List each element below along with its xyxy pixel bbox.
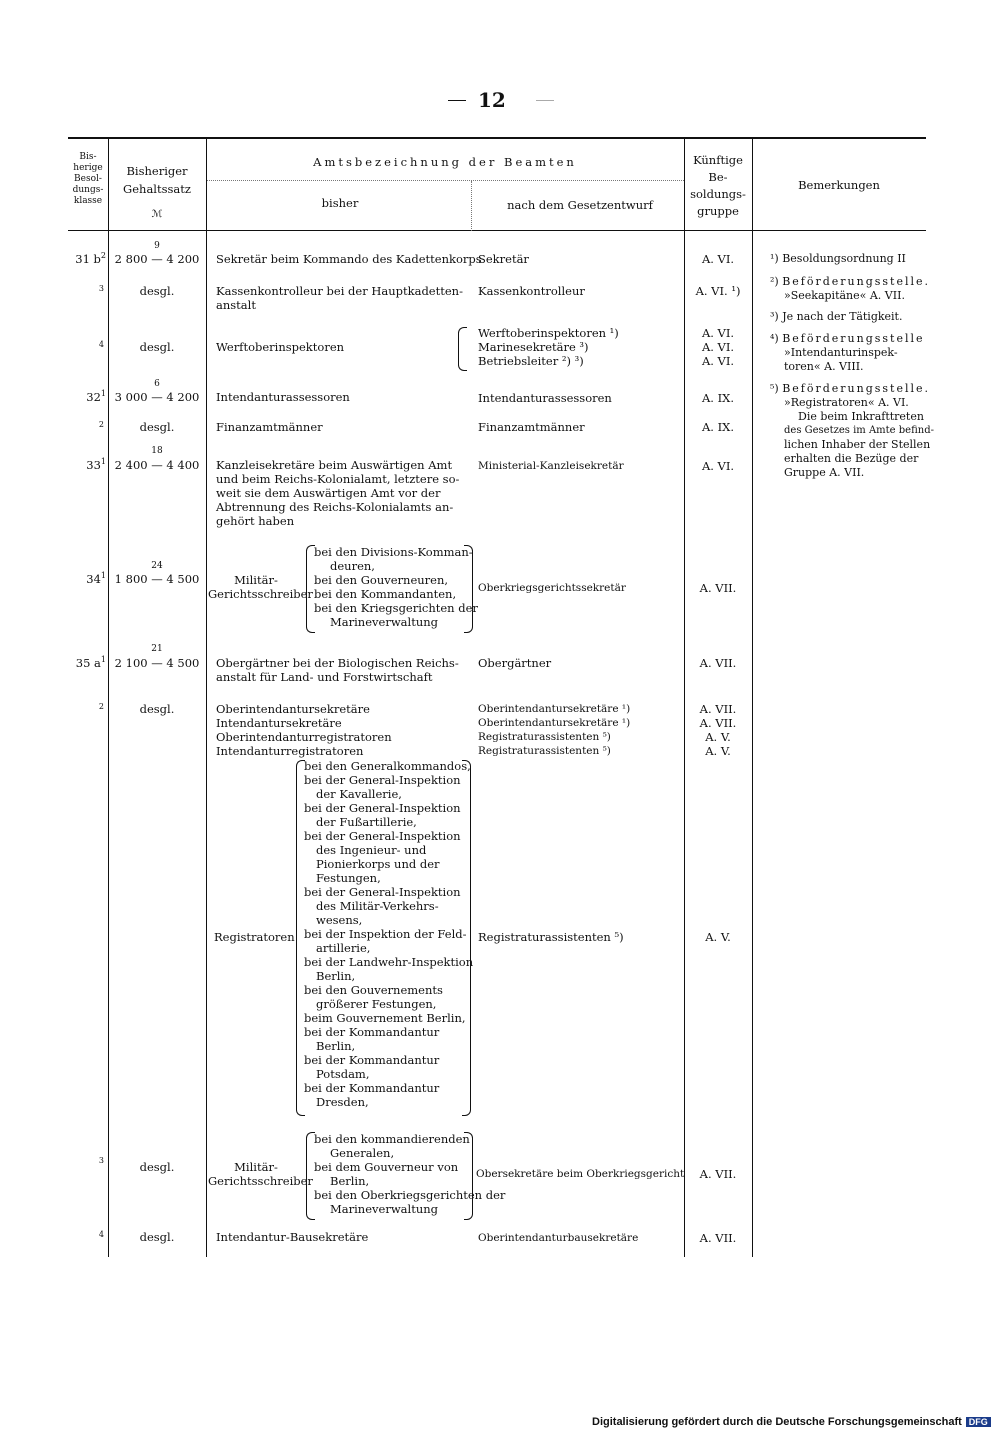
row-gehalt: 3 000 — 4 200 <box>114 390 200 404</box>
header-bisher: bisher <box>321 196 359 210</box>
page-number: 12 <box>478 88 506 112</box>
row-entwurf: Obersekretäre beim Oberkriegsgericht <box>476 1168 685 1180</box>
col-divider-1 <box>108 137 109 1257</box>
row-klasse: 4 <box>98 340 104 349</box>
row-gehalt: desgl. <box>139 284 175 298</box>
row-bisher: bei den Oberkriegsgerichten der <box>314 1188 506 1202</box>
table-header-rule <box>68 230 926 231</box>
row-bisher: des Militär-Verkehrs- <box>316 899 439 913</box>
row-bisher: größerer Festungen, <box>316 997 437 1011</box>
row-gehalt: desgl. <box>139 340 175 354</box>
row-bisher: anstalt <box>216 298 256 312</box>
bisher-title: Gerichtsschreiber <box>208 1174 313 1188</box>
remark-line: »Intendanturinspek- <box>784 346 898 359</box>
col-divider-2 <box>206 137 207 1257</box>
remark-line: »Seekapitäne« A. VII. <box>784 289 905 302</box>
row-bisher: deuren, <box>330 559 375 573</box>
row-bisher: Kanzleisekretäre beim Auswärtigen Amt <box>216 458 453 472</box>
amts-subheader-rule <box>206 180 684 181</box>
brace <box>462 760 471 1116</box>
page-number-dash-left <box>448 100 466 101</box>
remark-item: ¹) Besoldungsordnung II <box>770 252 906 265</box>
row-bisher: Oberintendantursekretäre <box>216 702 370 716</box>
brace <box>464 545 473 633</box>
row-klasse: 2 <box>98 702 104 711</box>
row-gruppe: A. V. <box>705 730 731 744</box>
row-bisher: Abtrennung des Reichs-Kolonialamts an- <box>216 500 454 514</box>
remark-line: erhalten die Bezüge der <box>784 452 919 465</box>
row-bisher: bei der Inspektion der Feld- <box>304 927 467 941</box>
row-bisher: beim Gouvernement Berlin, <box>304 1011 466 1025</box>
row-entwurf: Oberintendantursekretäre ¹) <box>478 703 631 715</box>
remark-item: ⁵) Beförderungsstelle. <box>770 382 931 395</box>
remark-line: Gruppe A. VII. <box>784 466 865 479</box>
row-bisher: bei den Gouvernements <box>304 983 443 997</box>
row-bisher: bei der Kommandantur <box>304 1025 440 1039</box>
row-gruppe: A. V. <box>705 744 731 758</box>
brace <box>464 1132 473 1220</box>
row-gruppe: A. V. <box>705 930 731 944</box>
row-gehalt: desgl. <box>139 702 175 716</box>
row-gruppe: A. IX. <box>701 391 734 405</box>
remark-item: ⁴) Beförderungsstelle <box>770 332 925 345</box>
header-gehalt: Bisheriger Gehaltssatz ℳ <box>123 164 191 220</box>
row-bisher: bei der General-Inspektion <box>304 885 461 899</box>
row-bisher: und beim Reichs-Kolonialamt, letztere so- <box>216 472 460 486</box>
row-gruppe: A. VI. <box>701 459 735 473</box>
row-bisher: bei der Landwehr-Inspektion <box>304 955 474 969</box>
row-bisher: bei den Gouverneuren, <box>314 573 449 587</box>
row-bisher: wesens, <box>316 913 363 927</box>
row-bisher: artillerie, <box>316 941 371 955</box>
remark-item: ²) Beförderungsstelle. <box>770 275 931 288</box>
row-gruppe: A. VII. <box>699 702 737 716</box>
row-klasse: $32^1$ <box>86 389 106 404</box>
row-bisher: Obergärtner bei der Biologischen Reichs- <box>216 656 459 670</box>
row-bisher: Pionierkorps und der <box>316 857 440 871</box>
row-klasse: 2 <box>98 420 104 429</box>
row-gruppe: A. VI. <box>701 340 735 354</box>
row-entwurf: Oberintendantursekretäre ¹) <box>478 717 631 729</box>
col-divider-4 <box>684 137 685 1257</box>
row-bisher: der Fußartillerie, <box>316 815 417 829</box>
row-gehalt: 2 800 — 4 200 <box>114 252 200 266</box>
remark-line: Die beim Inkrafttreten <box>798 410 924 423</box>
row-bisher: Finanzamtmänner <box>216 420 323 434</box>
row-entwurf: Oberkriegsgerichtssekretär <box>478 582 626 594</box>
row-bisher: gehört haben <box>216 514 295 528</box>
header-gruppe: Künftige Be- soldungs- gruppe <box>690 153 746 218</box>
bisher-title: Registratoren <box>214 930 295 944</box>
row-bisher: bei der General-Inspektion <box>304 773 461 787</box>
row-bisher: weit sie dem Auswärtigen Amt vor der <box>216 486 441 500</box>
row-gehalt: desgl. <box>139 1160 175 1174</box>
row-bisher: bei den Divisions-Komman- <box>314 545 473 559</box>
bisher-title: Gerichtsschreiber <box>208 587 313 601</box>
gehalt-superscript: 6 <box>154 379 160 389</box>
row-bisher: Werftoberinspektoren <box>216 340 345 354</box>
row-gruppe: A. VI. <box>701 354 735 368</box>
row-klasse: 3 <box>98 284 104 293</box>
row-bisher: Berlin, <box>316 969 356 983</box>
row-bisher: Berlin, <box>316 1039 356 1053</box>
brace <box>458 327 467 371</box>
remark-line: lichen Inhaber der Stellen <box>784 438 931 451</box>
row-entwurf: Werftoberinspektoren ¹) <box>478 326 619 340</box>
row-gruppe: A. IX. <box>701 420 734 434</box>
row-bisher: bei der Kommandantur <box>304 1053 440 1067</box>
row-bisher: Kassenkontrolleur bei der Hauptkadetten- <box>216 284 463 298</box>
row-gehalt: desgl. <box>139 1230 175 1244</box>
row-bisher: Intendantursekretäre <box>216 716 342 730</box>
row-entwurf: Intendanturassessoren <box>478 391 612 405</box>
remark-line: des Gesetzes im Amte befind- <box>784 425 934 436</box>
row-gruppe: A. VI. ¹) <box>695 284 741 298</box>
row-gruppe: A. VII. <box>699 656 737 670</box>
row-gruppe: A. VII. <box>699 1231 737 1245</box>
row-gehalt: 2 100 — 4 500 <box>114 656 200 670</box>
row-bisher: Oberintendanturregistratoren <box>216 730 392 744</box>
page-number-dash-right <box>536 100 554 101</box>
row-bisher: bei der General-Inspektion <box>304 801 461 815</box>
row-entwurf: Sekretär <box>478 252 529 266</box>
row-bisher: Generalen, <box>330 1146 395 1160</box>
row-entwurf: Registraturassistenten ⁵) <box>478 731 611 743</box>
bisher-title: Militär- <box>234 573 278 587</box>
row-gruppe: A. VII. <box>699 716 737 730</box>
row-bisher: Intendanturassessoren <box>216 390 350 404</box>
row-bisher: Marineverwaltung <box>330 1202 438 1216</box>
remark-line: toren« A. VIII. <box>784 360 864 373</box>
row-entwurf: Registraturassistenten ⁵) <box>478 745 611 757</box>
row-bisher: des Ingenieur- und <box>316 843 427 857</box>
row-bisher: Intendantur-Bausekretäre <box>216 1230 369 1244</box>
col-divider-5 <box>752 137 753 1257</box>
row-entwurf: Oberintendanturbausekretäre <box>478 1232 639 1244</box>
row-klasse: 4 <box>98 1230 104 1239</box>
remark-item: ³) Je nach der Tätigkeit. <box>770 310 903 323</box>
gehalt-superscript: 18 <box>151 446 163 456</box>
row-bisher: bei der General-Inspektion <box>304 829 461 843</box>
gehalt-superscript: 9 <box>154 241 160 251</box>
row-gruppe: A. VII. <box>699 1167 737 1181</box>
row-entwurf: Ministerial-Kanzleisekretär <box>478 460 624 472</box>
row-bisher: Festungen, <box>316 871 381 885</box>
row-bisher: Marineverwaltung <box>330 615 438 629</box>
row-entwurf: Obergärtner <box>478 656 552 670</box>
row-bisher: Intendanturregistratoren <box>216 744 364 758</box>
row-bisher: bei den Generalkommandos, <box>304 759 471 773</box>
row-klasse: $34^1$ <box>86 571 106 586</box>
row-bisher: anstalt für Land- und Forstwirtschaft <box>216 670 433 684</box>
row-entwurf: Registraturassistenten ⁵) <box>478 930 624 944</box>
header-entwurf: nach dem Gesetzentwurf <box>507 198 653 212</box>
remark-line: »Registratoren« A. VI. <box>784 396 909 409</box>
footer-credit: Digitalisierung gefördert durch die Deutsche Forschungsgemeinschaft DFG <box>592 1416 991 1428</box>
row-entwurf: Marinesekretäre ³) <box>478 340 589 354</box>
row-gruppe: A. VII. <box>699 581 737 595</box>
row-bisher: bei den Kriegsgerichten der <box>314 601 478 615</box>
row-gruppe: A. VI. <box>701 252 735 266</box>
table-top-rule <box>68 137 926 139</box>
header-bemerkungen: Bemerkungen <box>798 178 880 192</box>
row-bisher: bei den Kommandanten, <box>314 587 457 601</box>
row-bisher: Sekretär beim Kommando des Kadettenkorps <box>216 252 482 266</box>
row-gruppe: A. VI. <box>701 326 735 340</box>
bisher-title: Militär- <box>234 1160 278 1174</box>
dfg-logo: DFG <box>966 1417 991 1427</box>
gehalt-superscript: 21 <box>151 644 163 654</box>
row-bisher: der Kavallerie, <box>316 787 402 801</box>
row-klasse: 31 $b^2$ <box>75 251 106 266</box>
row-bisher: bei den kommandierenden <box>314 1132 470 1146</box>
row-gehalt: 2 400 — 4 400 <box>114 458 200 472</box>
row-bisher: Berlin, <box>330 1174 370 1188</box>
gehalt-superscript: 24 <box>151 561 163 571</box>
row-bisher: Potsdam, <box>316 1067 370 1081</box>
row-gehalt: desgl. <box>139 420 175 434</box>
row-entwurf: Finanzamtmänner <box>478 420 585 434</box>
header-amtsbezeichnung: Amtsbezeichnung der Beamten <box>313 155 577 169</box>
row-bisher: bei der Kommandantur <box>304 1081 440 1095</box>
row-klasse: 35 $a^1$ <box>75 655 106 670</box>
col-divider-3 <box>471 181 472 231</box>
row-klasse: $33^1$ <box>86 457 106 472</box>
header-klasse: Bis- herige Besol- dungs- klasse <box>72 152 104 206</box>
row-bisher: Dresden, <box>316 1095 369 1109</box>
row-bisher: bei dem Gouverneur von <box>314 1160 459 1174</box>
row-entwurf: Kassenkontrolleur <box>478 284 585 298</box>
row-klasse: 3 <box>98 1156 104 1165</box>
row-gehalt: 1 800 — 4 500 <box>114 572 200 586</box>
row-entwurf: Betriebsleiter ²) ³) <box>478 354 584 368</box>
